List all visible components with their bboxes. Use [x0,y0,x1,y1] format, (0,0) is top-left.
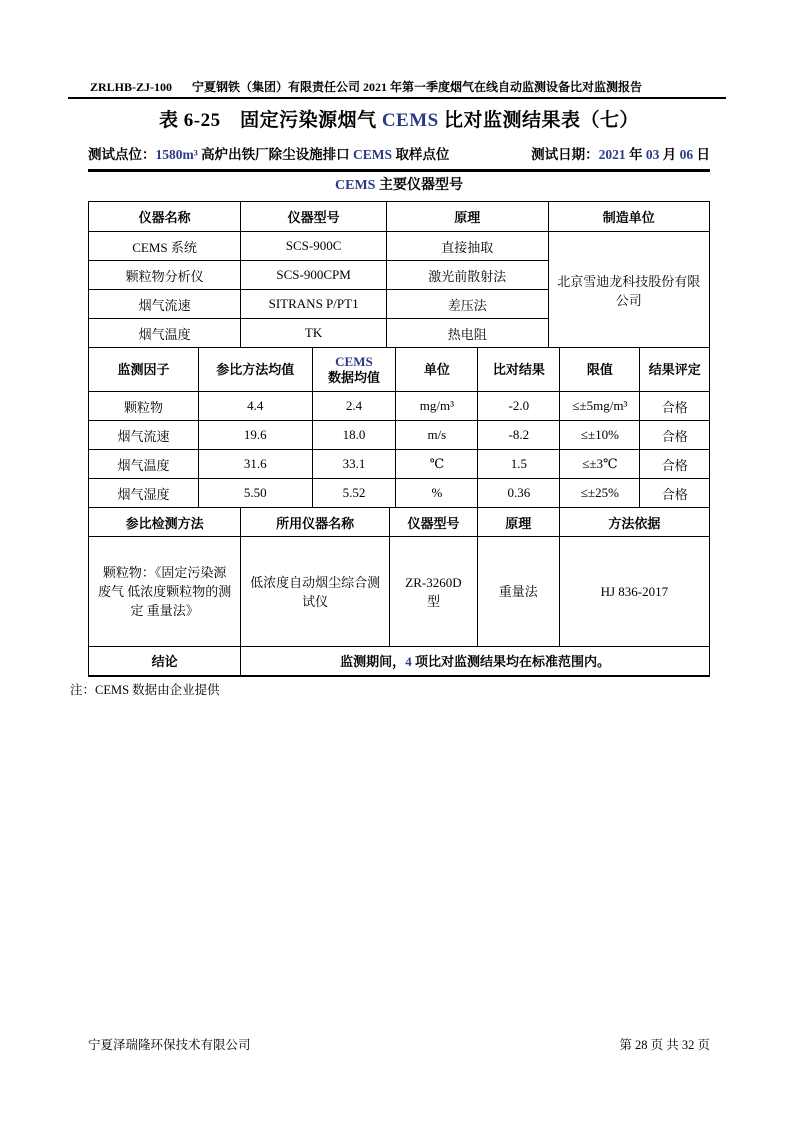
verdict: 合格 [640,479,710,508]
unit: ℃ [396,450,478,479]
test-site [88,147,449,163]
results-header-row [89,348,710,392]
col-instrument-maker: 制造单位 [548,202,709,232]
test-site-value: 1580m³ 高炉出铁厂除尘设施排口 CEMS 取样点位 [155,147,450,162]
footer-company: 宁夏泽瑞隆环保技术有限公司 [88,1038,251,1052]
table-row [89,421,710,450]
col-method-basis: 方法依据 [559,508,709,537]
col-method-model: 仪器型号 [390,508,478,537]
factor: 烟气温度 [89,450,199,479]
methods-table [88,507,710,677]
cems-mean: 5.52 [312,479,396,508]
meta-row [88,142,710,172]
results-table [88,347,710,508]
verdict: 合格 [640,421,710,450]
method-model: ZR-3260D 型 [390,537,478,647]
unit: % [396,479,478,508]
reference-mean: 19.6 [198,421,312,450]
instrument-principle: 直接抽取 [387,232,548,261]
instrument-model: SITRANS P/PT1 [241,290,387,319]
conclusion-text: 监测期间，4 项比对监测结果均在标准范围内。 [241,647,710,676]
col-used-instrument: 所用仪器名称 [241,508,390,537]
unit: mg/m³ [396,392,478,421]
limit: ≤±3℃ [560,450,640,479]
col-factor: 监测因子 [89,348,199,392]
method-basis: HJ 836-2017 [559,537,709,647]
instrument-name: CEMS 系统 [89,232,241,261]
doc-code: ZRLHB-ZJ-100 [90,80,173,94]
table-row [89,479,710,508]
footnote: 注：CEMS 数据由企业提供 [70,682,220,697]
reference-method: 颗粒物：《固定污染源废气 低浓度颗粒物的测定 重量法》 [89,537,241,647]
table-row [89,232,710,261]
col-instrument-model: 仪器型号 [241,202,387,232]
test-date [531,147,710,163]
col-reference-method: 参比检测方法 [89,508,241,537]
table-row [89,392,710,421]
instruments-header-row [89,202,710,232]
col-compare-result: 比对结果 [478,348,560,392]
instrument-principle: 热电阻 [387,319,548,348]
table-title: 表 6-25 固定污染源烟气 CEMS 比对监测结果表（七） [159,110,639,131]
instrument-maker: 北京雪迪龙科技股份有限公司 [548,232,709,348]
unit: m/s [396,421,478,450]
instrument-principle: 差压法 [387,290,548,319]
instrument-name: 烟气流速 [89,290,241,319]
cems-mean: 18.0 [312,421,396,450]
footer-page-number: 第 28 页 共 32 页 [619,1038,710,1052]
factor: 烟气流速 [89,421,199,450]
table-row [89,450,710,479]
table-row [89,537,710,647]
col-limit: 限值 [560,348,640,392]
section-title-cems-models: CEMS 主要仪器型号 [335,178,463,193]
test-date-value: 2021 年 03 月 06 日 [598,147,710,162]
limit: ≤±25% [560,479,640,508]
instrument-model: SCS-900CPM [241,261,387,290]
instrument-principle: 激光前散射法 [387,261,548,290]
cems-mean: 2.4 [312,392,396,421]
col-instrument-principle: 原理 [387,202,548,232]
col-verdict: 结果评定 [640,348,710,392]
factor: 烟气湿度 [89,479,199,508]
col-instrument-name: 仪器名称 [89,202,241,232]
col-method-principle: 原理 [477,508,559,537]
instruments-table [88,201,710,348]
compare-result: -2.0 [478,392,560,421]
reference-mean: 4.4 [198,392,312,421]
page-footer [88,1038,710,1053]
page-header [68,80,726,99]
cems-mean: 33.1 [312,450,396,479]
doc-header-title: 宁夏钢铁（集团）有限责任公司 2021 年第一季度烟气在线自动监测设备比对监测报告 [192,80,643,94]
used-instrument: 低浓度自动烟尘综合测试仪 [241,537,390,647]
reference-mean: 5.50 [198,479,312,508]
col-cems-mean [312,348,396,392]
instrument-model: TK [241,319,387,348]
reference-mean: 31.6 [198,450,312,479]
method-principle: 重量法 [477,537,559,647]
instrument-name: 颗粒物分析仪 [89,261,241,290]
conclusion-row [89,647,710,676]
limit: ≤±10% [560,421,640,450]
limit: ≤±5mg/m³ [560,392,640,421]
conclusion-label: 结论 [89,647,241,676]
factor: 颗粒物 [89,392,199,421]
methods-header-row [89,508,710,537]
verdict: 合格 [640,450,710,479]
col-reference-mean: 参比方法均值 [198,348,312,392]
verdict: 合格 [640,392,710,421]
compare-result: -8.2 [478,421,560,450]
compare-result: 0.36 [478,479,560,508]
test-site-label: 测试点位： [88,147,156,162]
header-rule [68,97,726,99]
col-cems-mean-line2: 数据均值 [327,369,380,385]
compare-result: 1.5 [478,450,560,479]
instrument-name: 烟气温度 [89,319,241,348]
report-table-content [70,108,710,698]
instrument-model: SCS-900C [241,232,387,261]
page-header-line [68,80,726,94]
col-cems-mean-line1: CEMS [335,353,373,369]
col-unit: 单位 [396,348,478,392]
test-date-label: 测试日期： [531,147,599,162]
